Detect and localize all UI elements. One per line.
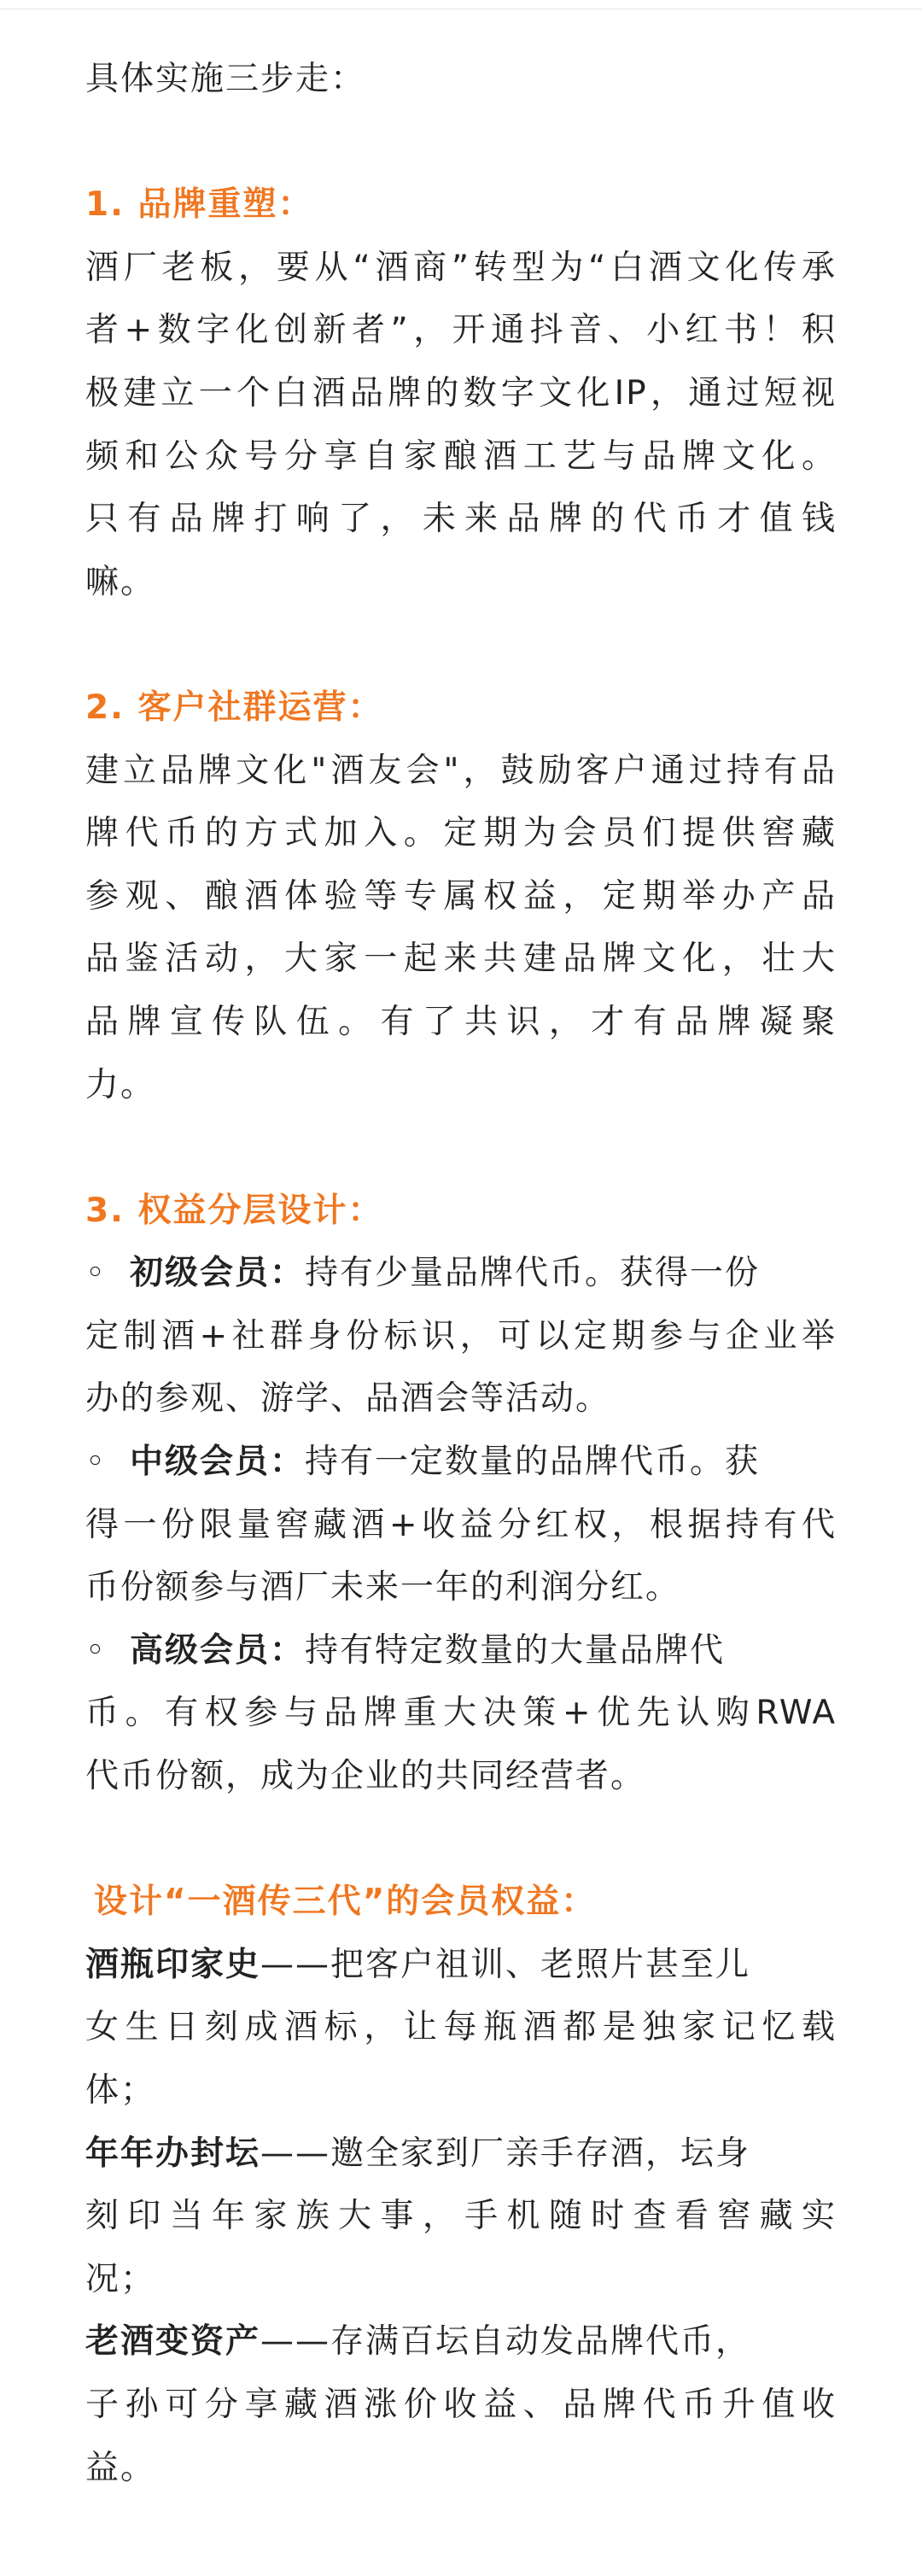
tier-text: 持有特定数量的大量品牌代	[305, 1630, 726, 1670]
paragraph-line: 者+数字化创新者”，开通抖音、小红书！积	[85, 311, 837, 350]
paragraph-line: 得一份限量窖藏酒+收益分红权，根据持有代	[85, 1505, 837, 1544]
paragraph-line: 力。	[85, 1065, 156, 1104]
tier-text: 持有少量品牌代币。获得一份	[305, 1254, 761, 1293]
spacer	[85, 1808, 837, 1871]
tier-text: 持有一定数量的品牌代币。获	[305, 1443, 761, 1482]
paragraph-line: 代币份额，成为企业的共同经营者。	[85, 1757, 646, 1796]
tier-title: 初级会员：	[130, 1254, 306, 1293]
paragraph-line: 益。	[85, 2448, 156, 2487]
benefit-item-annual-seal	[85, 2122, 837, 2186]
paragraph-line: 参观、酿酒体验等专属权益，定期举办产品	[85, 876, 837, 916]
intro-text: 具体实施三步走：	[85, 60, 366, 98]
benefit-title: 年年办封坛	[85, 2134, 261, 2173]
paragraph-line: 刻印当年家族大事，手机随时查看窖藏实	[85, 2197, 837, 2236]
top-divider	[0, 0, 922, 9]
bullet-icon: ◦	[85, 1630, 108, 1670]
paragraph-line: 牌代币的方式加入。定期为会员们提供窖藏	[85, 814, 837, 853]
paragraph-line: 子孙可分享藏酒涨价收益、品牌代币升值收	[85, 2385, 837, 2424]
benefit-title: 酒瓶印家史	[85, 1945, 261, 1984]
bullet-icon: ◦	[85, 1443, 108, 1482]
benefit-item-aged-asset	[85, 2310, 837, 2374]
bullet-icon: ◦	[85, 1254, 108, 1293]
paragraph-line: 定制酒+社群身份标识，可以定期参与企业举	[85, 1316, 837, 1355]
spacer	[85, 1116, 837, 1180]
paragraph-line: 办的参观、游学、品酒会等活动。	[85, 1379, 611, 1419]
paragraph-line: 只有品牌打响了，未来品牌的代币才值钱	[85, 500, 837, 539]
section-heading-brand: 1. 品牌重塑：	[85, 185, 313, 225]
tier-item-senior	[85, 1619, 837, 1683]
tier-title: 中级会员：	[130, 1443, 306, 1482]
benefit-text: ——存满百坛自动发品牌代币，	[260, 2322, 751, 2362]
paragraph-line: 体；	[85, 2071, 156, 2110]
section-heading-community: 2. 客户社群运营：	[85, 688, 383, 727]
paragraph-line: 币。有权参与品牌重大决策+优先认购RWA	[85, 1694, 837, 1733]
paragraph-line: 况；	[85, 2259, 156, 2298]
paragraph-line: 品牌宣传队伍。有了共识，才有品牌凝聚	[85, 1002, 837, 1041]
spacer	[85, 613, 837, 676]
benefit-item-family-label	[85, 1934, 837, 1997]
tier-item-middle	[85, 1431, 837, 1494]
paragraph-line: 建立品牌文化"酒友会"，鼓励客户通过持有品	[85, 751, 837, 790]
benefit-text: ——把客户祖训、老照片甚至儿	[260, 1945, 751, 1984]
benefit-title: 老酒变资产	[85, 2322, 261, 2362]
spacer	[85, 111, 837, 174]
benefit-text: ——邀全家到厂亲手存酒，坛身	[260, 2134, 751, 2173]
paragraph-line: 频和公众号分享自家酿酒工艺与品牌文化。	[85, 436, 837, 476]
paragraph-line: 极建立一个白酒品牌的数字文化IP，通过短视	[85, 373, 837, 413]
section-heading-tiers: 3. 权益分层设计：	[85, 1191, 383, 1230]
tier-item-junior	[85, 1242, 837, 1305]
paragraph-line: 品鉴活动，大家一起来共建品牌文化，壮大	[85, 940, 837, 979]
paragraph-line: 女生日刻成酒标，让每瓶酒都是独家记忆载	[85, 2008, 837, 2047]
section-heading-benefits: 设计“一酒传三代”的会员权益：	[94, 1882, 597, 1922]
paragraph-line: 酒厂老板，要从“酒商”转型为“白酒文化传承	[85, 248, 837, 287]
paragraph-line: 币份额参与酒厂未来一年的利润分红。	[85, 1568, 681, 1607]
tier-title: 高级会员：	[130, 1630, 306, 1670]
paragraph-line: 嘛。	[85, 562, 156, 601]
article-body	[85, 48, 837, 2499]
